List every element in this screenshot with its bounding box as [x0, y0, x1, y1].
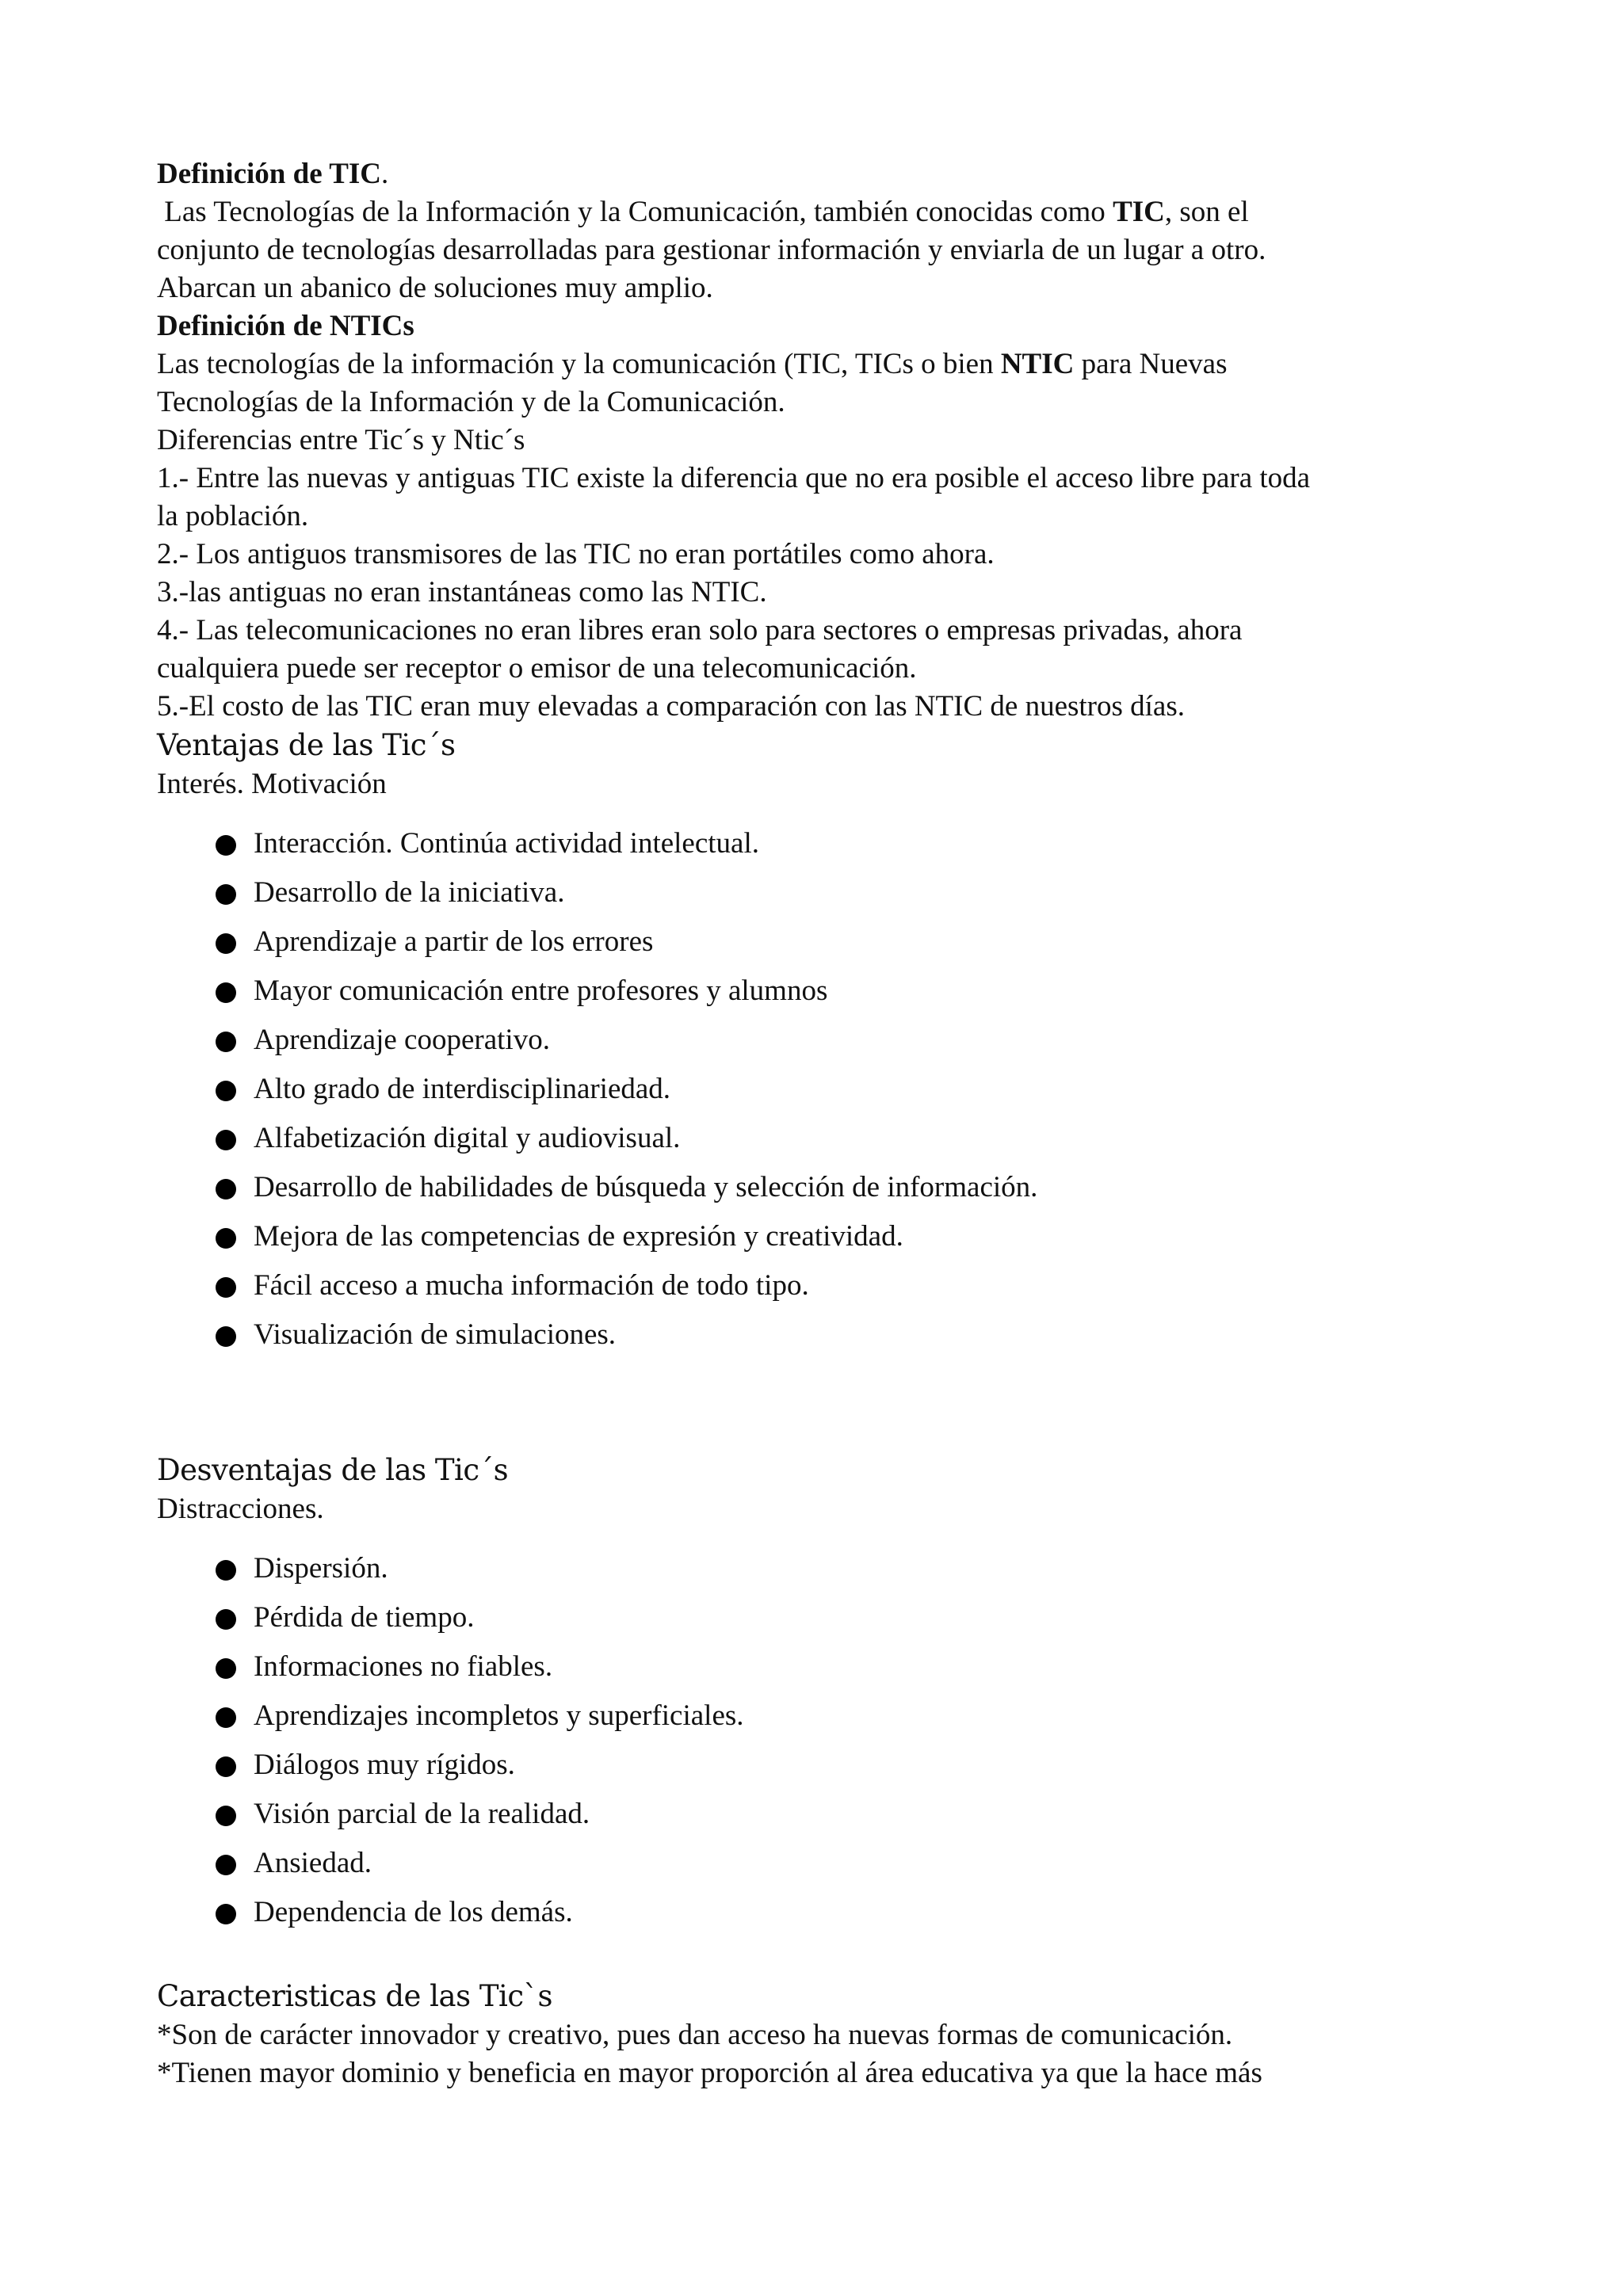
bullet-icon: [216, 1756, 236, 1777]
bullet-icon: [216, 933, 236, 954]
ntic-definition-line-1: [157, 345, 1488, 383]
differences-line: cualquiera puede ser receptor o emisor de una telecomunicación.: [157, 652, 917, 685]
tic-acronym: TIC: [1113, 196, 1165, 228]
list-item-text: Mayor comunicación entre profesores y alumnos: [254, 974, 828, 1007]
bullet-icon: [216, 1179, 236, 1199]
tic-definition-text: , son el: [1164, 196, 1249, 228]
list-item: [157, 1163, 1488, 1212]
list-item-text: Diálogos muy rígidos.: [254, 1749, 515, 1781]
tic-definition-heading: [157, 155, 1488, 193]
document-page: [157, 155, 1488, 2092]
characteristics-heading: Caracteristicas de las Tic`s: [157, 1979, 553, 2013]
ntic-acronym: NTIC: [1000, 348, 1075, 380]
ntic-definition-text: para Nuevas: [1074, 348, 1228, 380]
tic-definition-title: Definición de TIC: [157, 158, 382, 190]
disadvantages-intro: Distracciones.: [157, 1493, 324, 1525]
list-item-text: Alto grado de interdisciplinariedad.: [254, 1073, 671, 1105]
list-item-text: Ansiedad.: [254, 1847, 372, 1879]
list-item-text: Visualización de simulaciones.: [254, 1318, 617, 1351]
list-item: [157, 1741, 1488, 1790]
bullet-icon: [216, 1904, 236, 1924]
list-item: [157, 1310, 1488, 1360]
list-item: [157, 1839, 1488, 1888]
advantages-list: [157, 819, 1488, 1360]
differences-line: 2.- Los antiguos transmisores de las TIC no eran portátiles como ahora.: [157, 538, 995, 570]
characteristics-line: *Son de carácter innovador y creativo, pues dan acceso ha nuevas formas de comunicación.: [157, 2019, 1233, 2051]
bullet-icon: [216, 1130, 236, 1150]
bullet-icon: [216, 1707, 236, 1728]
differences-line: 5.-El costo de las TIC eran muy elevadas a comparación con las NTIC de nuestros días.: [157, 690, 1186, 723]
list-item: [157, 967, 1488, 1016]
differences-line: 1.- Entre las nuevas y antiguas TIC existe la diferencia que no era posible el acceso libre para toda: [157, 462, 1311, 494]
ntic-definition-line-2: Tecnologías de la Información y de la Comunicación.: [157, 386, 785, 418]
tic-definition-line-3: Abarcan un abanico de soluciones muy amplio.: [157, 272, 713, 304]
bullet-icon: [216, 1326, 236, 1347]
list-item-text: Desarrollo de habilidades de búsqueda y selección de información.: [254, 1171, 1038, 1203]
list-item-text: Interacción. Continúa actividad intelectual.: [254, 827, 759, 860]
bullet-icon: [216, 835, 236, 856]
tic-definition-title-suffix: .: [381, 158, 389, 190]
differences-line: la población.: [157, 500, 309, 532]
list-item-text: Aprendizaje a partir de los errores: [254, 925, 654, 958]
list-item: [157, 1691, 1488, 1741]
list-item: [157, 1593, 1488, 1642]
advantages-intro: Interés. Motivación: [157, 768, 387, 800]
bullet-icon: [216, 1277, 236, 1298]
list-item-text: Informaciones no fiables.: [254, 1650, 553, 1683]
differences-line: 3.-las antiguas no eran instantáneas como las NTIC.: [157, 576, 767, 608]
list-item: [157, 1065, 1488, 1114]
list-item-text: Mejora de las competencias de expresión y creatividad.: [254, 1220, 903, 1253]
list-item: [157, 819, 1488, 868]
list-item: [157, 1212, 1488, 1261]
list-item-text: Desarrollo de la iniciativa.: [254, 876, 565, 909]
list-item-text: Dependencia de los demás.: [254, 1896, 573, 1928]
list-item-text: Visión parcial de la realidad.: [254, 1798, 590, 1830]
differences-line: 4.- Las telecomunicaciones no eran libres eran solo para sectores o empresas privadas, ahora: [157, 614, 1243, 646]
list-item-text: Aprendizajes incompletos y superficiales.: [254, 1699, 744, 1732]
tic-definition-line-2: conjunto de tecnologías desarrolladas para gestionar información y enviarla de un lugar a otro.: [157, 234, 1266, 266]
bullet-icon: [216, 884, 236, 905]
list-item: [157, 1790, 1488, 1839]
disadvantages-heading: Desventajas de las Tic´s: [157, 1453, 509, 1487]
bullet-icon: [216, 1658, 236, 1679]
bullet-icon: [216, 1806, 236, 1826]
list-item: [157, 1888, 1488, 1937]
bullet-icon: [216, 1228, 236, 1249]
list-item: [157, 868, 1488, 917]
bullet-icon: [216, 1855, 236, 1875]
list-item: [157, 1016, 1488, 1065]
differences-title: Diferencias entre Tic´s y Ntic´s: [157, 424, 525, 456]
list-item-text: Dispersión.: [254, 1552, 388, 1585]
list-item-text: Alfabetización digital y audiovisual.: [254, 1122, 681, 1154]
list-item: [157, 1642, 1488, 1691]
ntic-definition-title: Definición de NTICs: [157, 310, 414, 342]
bullet-icon: [216, 982, 236, 1003]
disadvantages-list: [157, 1544, 1488, 1937]
advantages-heading: Ventajas de las Tic´s: [157, 728, 456, 762]
ntic-definition-text: Las tecnologías de la información y la comunicación (TIC, TICs o bien: [157, 348, 1001, 380]
bullet-icon: [216, 1081, 236, 1101]
list-item-text: Aprendizaje cooperativo.: [254, 1024, 550, 1056]
characteristics-line: *Tienen mayor dominio y beneficia en mayor proporción al área educativa ya que la hace más: [157, 2057, 1262, 2089]
bullet-icon: [216, 1032, 236, 1052]
bullet-icon: [216, 1560, 236, 1581]
list-item: [157, 1261, 1488, 1310]
tic-definition-text: Las Tecnologías de la Información y la Comunicación, también conocidas como: [157, 196, 1113, 228]
list-item-text: Fácil acceso a mucha información de todo tipo.: [254, 1269, 809, 1302]
tic-definition-line-1: [157, 193, 1488, 231]
list-item: [157, 917, 1488, 967]
list-item: [157, 1114, 1488, 1163]
list-item-text: Pérdida de tiempo.: [254, 1601, 475, 1634]
list-item: [157, 1544, 1488, 1593]
bullet-icon: [216, 1609, 236, 1630]
